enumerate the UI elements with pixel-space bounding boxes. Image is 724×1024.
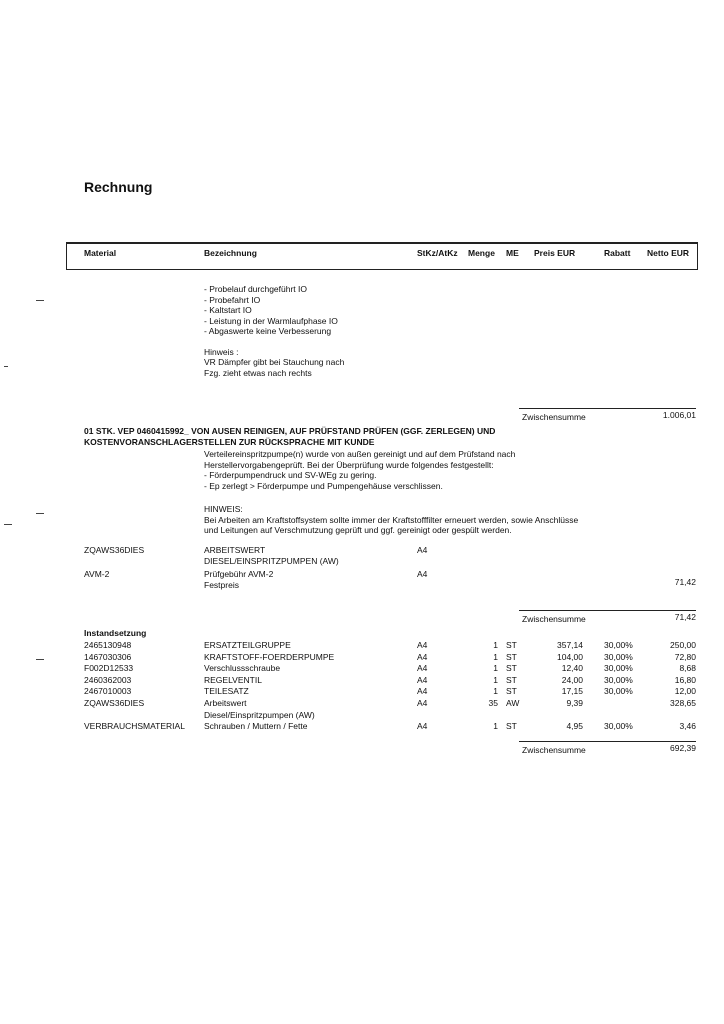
margin-mark xyxy=(36,513,44,514)
note-line: - Probefahrt IO xyxy=(204,294,261,305)
row-bezeichnung: Arbeitswert xyxy=(204,698,247,708)
row-stkz: A4 xyxy=(417,698,428,708)
margin-mark xyxy=(36,659,44,660)
row-material: AVM-2 xyxy=(84,569,110,579)
section3-heading: Instandsetzung xyxy=(84,628,147,638)
page-title: Rechnung xyxy=(84,179,153,195)
header-stkz: StKz/AtKz xyxy=(417,248,458,258)
row-material: VERBRAUCHSMATERIAL xyxy=(84,721,185,732)
row-preis: 12,40 xyxy=(561,663,583,674)
desc-line: Verteilereinspritzpumpe(n) wurde von außen gereinigt und auf dem Prüfstand nach xyxy=(204,449,516,459)
subtotal-value: 692,39 xyxy=(670,743,696,753)
header-preis: Preis EUR xyxy=(534,248,576,258)
row-bezeichnung: REGELVENTIL xyxy=(204,674,262,685)
row-stkz: A4 xyxy=(417,569,428,579)
subtotal-value: 71,42 xyxy=(674,612,696,622)
row-netto: 71,42 xyxy=(674,577,696,587)
hinweis-label: HINWEIS: xyxy=(204,504,243,514)
section2-description xyxy=(204,449,578,536)
row-stkz: A4 xyxy=(417,674,428,685)
row-stkz: A4 xyxy=(417,663,428,674)
row-me: ST xyxy=(506,686,517,697)
row-bezeichnung: Diesel/Einspritzpumpen (AW) xyxy=(204,709,315,720)
note-line: - Abgaswerte keine Verbesserung xyxy=(204,326,332,336)
subtotal-rule xyxy=(519,408,696,409)
hinweis-label: Hinweis : xyxy=(204,346,239,357)
row-me: AW xyxy=(506,698,520,708)
row-material: 2465130948 xyxy=(84,640,132,650)
row-rabatt: 30,00% xyxy=(604,663,633,674)
row-menge: 1 xyxy=(493,721,498,732)
hinweis-line: VR Dämpfer gibt bei Stauchung nach xyxy=(204,357,345,367)
header-menge: Menge xyxy=(468,248,495,258)
row-netto: 250,00 xyxy=(670,640,696,650)
note-line: - Kaltstart IO xyxy=(204,305,252,315)
row-bezeichnung: ARBEITSWERT xyxy=(204,545,266,555)
subtotal-label: Zwischensumme xyxy=(522,614,586,624)
row-bezeichnung: TEILESATZ xyxy=(204,686,249,697)
row-material: 2467010003 xyxy=(84,686,132,697)
row-rabatt: 30,00% xyxy=(604,640,633,650)
row-bezeichnung: Verschlussschraube xyxy=(204,663,281,674)
note-line: - Probelauf durchgeführt IO xyxy=(204,284,308,294)
header-rabatt: Rabatt xyxy=(604,248,631,258)
row-menge: 1 xyxy=(493,674,498,685)
row-menge: 1 xyxy=(493,651,498,662)
row-preis: 357,14 xyxy=(557,640,583,650)
hinweis-line: Fzg. zieht etwas nach rechts xyxy=(204,367,312,378)
section2-heading: 01 STK. VEP 0460415992_ VON AUSEN REINIGEN, AUF PRÜFSTAND PRÜFEN (GGF. ZERLEGEN) UND xyxy=(84,426,496,436)
header-bezeichnung: Bezeichnung xyxy=(204,248,257,258)
row-netto: 328,65 xyxy=(670,698,696,708)
subtotal-rule xyxy=(519,741,696,742)
row-netto: 12,00 xyxy=(674,686,696,697)
row-rabatt: 30,00% xyxy=(604,686,633,697)
row-rabatt: 30,00% xyxy=(604,721,633,732)
header-netto: Netto EUR xyxy=(647,248,690,258)
subtotal-label: Zwischensumme xyxy=(522,745,586,755)
row-me: ST xyxy=(506,721,517,732)
row-netto: 16,80 xyxy=(674,674,696,685)
row-netto: 8,68 xyxy=(679,663,696,674)
row-material: ZQAWS36DIES xyxy=(84,545,145,555)
row-stkz: A4 xyxy=(417,721,428,732)
row-me: ST xyxy=(506,640,517,650)
row-menge: 1 xyxy=(493,663,498,674)
desc-line: - Ep zerlegt > Förderpumpe und Pumpengehäuse verschlissen. xyxy=(204,480,443,491)
section1-notes xyxy=(204,284,344,378)
row-bezeichnung: KRAFTSTOFF-FOERDERPUMPE xyxy=(204,651,335,662)
row-me: ST xyxy=(506,674,517,685)
row-preis: 24,00 xyxy=(561,674,583,685)
row-rabatt: 30,00% xyxy=(604,674,633,685)
row-material: 1467030306 xyxy=(84,651,132,662)
row-preis: 4,95 xyxy=(566,721,583,732)
row-bezeichnung: ERSATZTEILGRUPPE xyxy=(204,640,291,650)
row-me: ST xyxy=(506,663,517,674)
subtotal-value: 1.006,01 xyxy=(662,410,696,420)
margin-mark xyxy=(4,366,8,367)
row-netto: 3,46 xyxy=(679,721,696,732)
row-material: ZQAWS36DIES xyxy=(84,698,145,708)
row-preis: 17,15 xyxy=(561,686,583,697)
row-bezeichnung: Festpreis xyxy=(204,580,239,590)
desc-line: - Förderpumpendruck und SV-WEg zu gering. xyxy=(204,470,377,480)
row-stkz: A4 xyxy=(417,651,428,662)
row-menge: 1 xyxy=(493,640,498,650)
margin-mark xyxy=(4,524,12,525)
margin-mark xyxy=(36,300,44,301)
row-menge: 35 xyxy=(488,698,498,708)
row-rabatt: 30,00% xyxy=(604,651,633,662)
header-me: ME xyxy=(506,248,519,258)
row-me: ST xyxy=(506,651,517,662)
row-material: 2460362003 xyxy=(84,674,132,685)
row-bezeichnung: Schrauben / Muttern / Fette xyxy=(204,721,308,732)
row-stkz: A4 xyxy=(417,686,428,697)
row-preis: 9,39 xyxy=(566,698,583,708)
hinweis-line: Bei Arbeiten am Kraftstoffsystem sollte immer der Kraftstofffilter erneuert werden, sowie Anschlüsse xyxy=(204,514,579,525)
desc-line: Herstellervorgabengeprüft. Bei der Überprüfung wurde folgendes festgestellt: xyxy=(204,459,494,470)
section2-heading: KOSTENVORANSCHLAGERSTELLEN ZUR RÜCKSPRACHE MIT KUNDE xyxy=(84,437,375,447)
row-stkz: A4 xyxy=(417,640,428,650)
note-line: - Leistung in der Warmlaufphase IO xyxy=(204,315,338,326)
row-stkz: A4 xyxy=(417,545,428,555)
row-preis: 104,00 xyxy=(557,651,583,662)
subtotal-label: Zwischensumme xyxy=(522,412,586,422)
row-material: F002D12533 xyxy=(84,663,134,674)
row-bezeichnung: DIESEL/EINSPRITZPUMPEN (AW) xyxy=(204,556,339,566)
hinweis-line: und Leitungen auf Verschmutzung geprüft und ggf. gereinigt oder gespült werden. xyxy=(204,525,512,535)
row-bezeichnung: Prüfgebühr AVM-2 xyxy=(204,569,274,579)
row-netto: 72,80 xyxy=(674,651,696,662)
header-material: Material xyxy=(84,248,117,258)
subtotal-rule xyxy=(519,610,696,611)
row-menge: 1 xyxy=(493,686,498,697)
